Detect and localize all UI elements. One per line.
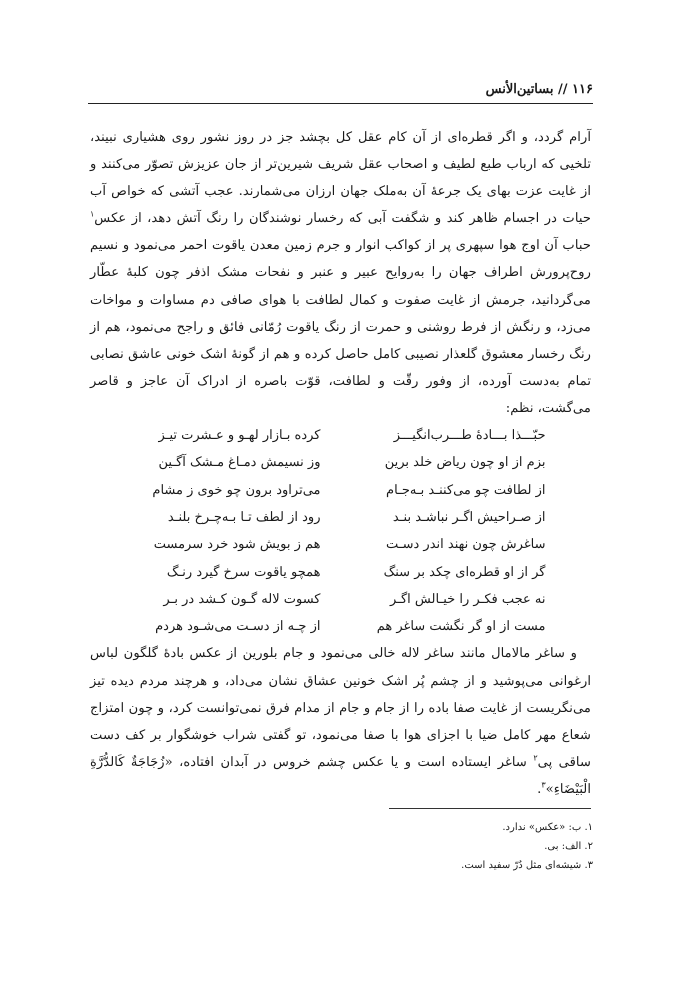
poem-couplet: حبّـــذا بـــادهٔ طـــرب‌انگیـــز کرده بـازار لهـو و عـشرت تیـز bbox=[158, 428, 546, 444]
running-header bbox=[88, 80, 593, 104]
running-title: ۱۱۶ // بساتین‌الأنس bbox=[485, 82, 593, 97]
poem-couplet: مست از او گر نگشت ساغر هم از چـه از دسـت می‌شـود هردم bbox=[155, 619, 546, 635]
main-text bbox=[90, 124, 591, 803]
footnote-ref-3: ۳ bbox=[541, 780, 546, 790]
poem-couplet: بزم از او چون ریاض خلد برین وز نسیمش دمـاغ مـشک آگـین bbox=[158, 455, 546, 471]
footnote-3: ۳. شیشه‌ای مثل دُرّ سفید است. bbox=[461, 860, 593, 871]
footnote-1: ۱. ب: «عکس» ندارد. bbox=[502, 822, 593, 833]
poem-couplet: گر از او قطره‌ای چکد بر سنگ همچو یاقوت سرخ گیرد رنـگ bbox=[166, 564, 546, 580]
paragraph-1: آرام گردد، و اگر قطره‌ای از آن کام عقل کل بچشد جز در روز نشور روی هشیاری نبیند، تلخیی که ارباب طبع لطیف و اصحاب عقل شریف شیرین‌تر از جان عزیزش تصوّر می‌کنند و از غایت عزت بهای یک جرعهٔ آن به‌ملک جهان ارزان می‌شمارند. عجب آتشی که خواص آب حیات در اجسام ظاهر کند و شگفت آبی که رخسار نوشندگان را رنگ آتش دهد، از عکس$^۱$ حباب آن اوج هوا سپهری پر از کواکب انوار و جرم زمین معدن یاقوت احمر می‌نمود و نسیم روح‌پرورش اطراف جهان را به‌روایح عبیر و عنبر و نفحات مشک اذفر چون کلبهٔ عطّار می‌گردانید، جرمش از غایت صفوت و کمال لطافت با هوای صافی دم مساوات و مواخات می‌زد، و رنگش از فرط روشنی و حمرت از رنگ یاقوت رُمّانی فائق و راجح می‌نمود، هم از رنگ رخسار معشوق گلعذار نصیبی کامل حاصل کرده و هم از گونهٔ اشک خونی عاشق نصابی تمام به‌دست آورده، از وفور رقّت و لطافت، قوّت باصره از ادراک آن عاجز و قاصر می‌گشت، نظم: bbox=[90, 130, 591, 416]
poem-couplet: ساغرش چون نهند اندر دسـت هم ز بویش شود خرد سرمست bbox=[153, 537, 546, 553]
poem-couplet: از صـراحیش اگـر نباشـد بنـد رود از لطف تـا بـه‌چـرخ بلنـد bbox=[167, 509, 546, 525]
footnotes bbox=[300, 818, 593, 875]
poem-couplet: از لطافت چو می‌کننـد بـه‌جـام می‌تراود برون چو خوی ز مشام bbox=[152, 482, 546, 498]
poem-couplet: نه عجب فکـر را خیـالش اگـر کسوت لاله گـون کـشد در بـر bbox=[163, 591, 546, 607]
header-rule bbox=[88, 103, 593, 104]
footnote-rule bbox=[389, 808, 591, 809]
poem bbox=[136, 422, 546, 640]
footnote-ref-1: ۱ bbox=[90, 209, 95, 219]
footnote-2: ۲. الف: بی. bbox=[544, 841, 593, 852]
footnote-ref-2: ۲ bbox=[533, 753, 538, 763]
paragraph-2: و ساغر مالامال مانند ساغر لاله خالی می‌نمود و جام بلورین از عکس بادهٔ گلگون لباس ارغوانی می‌پوشید و از چشم پُر اشک خونین عشاق نشان می‌داد، و هرچند مردم دیده تیز می‌نگریست از غایت صفا باده را از جام و جام از مدام فرق نمی‌توانست کرد، و چون امتزاج شعاع مهر کامل ضیا با اجزای هوا با صفا می‌نمود، تو گفتی شراب خوشگوار بر کف دست ساقی پی$^۲$ ساغر ایستاده است و یا عکس چشم خروس در آبدان افتاده، «زُجَاجَةٌ کَالدُّرَّةِ الْبَیْضَاءِ»$^۳$. bbox=[90, 646, 591, 797]
